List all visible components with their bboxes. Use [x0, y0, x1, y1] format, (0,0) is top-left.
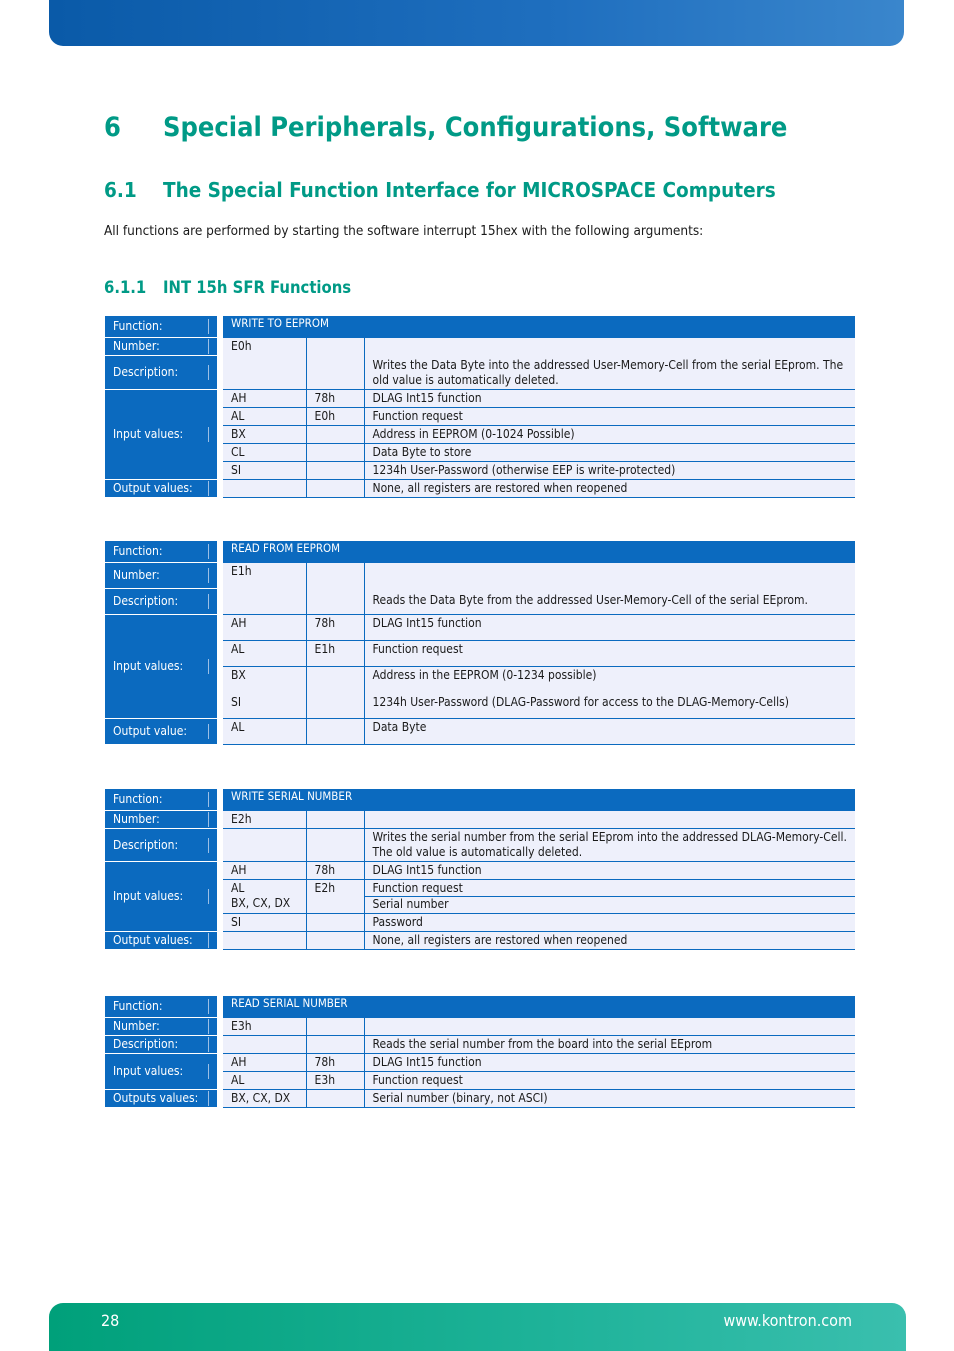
function-number: E1h: [220, 563, 306, 615]
input-register: SI: [231, 695, 242, 709]
output-register: AL: [220, 719, 306, 745]
intro-paragraph: All functions are performed by starting the software interrupt 15hex with the following arguments:: [104, 223, 704, 239]
input-register: AL: [220, 408, 306, 426]
function-label: Function:: [105, 789, 220, 811]
sfr-table-read-serial: [105, 996, 855, 1108]
input-register: AL: [231, 881, 245, 895]
description-label: Description:: [105, 829, 220, 862]
sfr-table-write-eeprom: [105, 316, 855, 498]
input-description-group: [364, 667, 855, 719]
input-register: AL: [220, 641, 306, 667]
input-description: DLAG Int15 function: [364, 615, 855, 641]
input-description: Function request: [364, 1072, 855, 1090]
empty-cell: [364, 811, 855, 829]
output-value: [306, 719, 364, 745]
function-name: WRITE TO EEPROM: [220, 316, 855, 338]
chapter-number: 6: [104, 112, 121, 143]
input-description: Serial number: [372, 897, 449, 911]
input-register: SI: [220, 462, 306, 480]
input-value: [306, 667, 364, 719]
input-description: Data Byte to store: [364, 444, 855, 462]
output-description: Data Byte: [364, 719, 855, 745]
input-values-label: Input values:: [105, 862, 220, 932]
output-values-label: Output values:: [105, 932, 220, 950]
number-label: Number:: [105, 563, 220, 589]
input-value: [306, 462, 364, 480]
function-name: READ FROM EEPROM: [220, 541, 855, 563]
number-label: Number:: [105, 811, 220, 829]
description-label: Description:: [105, 1036, 220, 1054]
input-register: AH: [220, 862, 306, 880]
output-values-label: Output values:: [105, 480, 220, 498]
empty-cell: [220, 1036, 306, 1054]
input-register: AL: [220, 1072, 306, 1090]
input-value: 78h: [306, 862, 364, 880]
input-description: 1234h User-Password (DLAG-Password for access to the DLAG-Memory-Cells): [372, 695, 789, 709]
output-register: [220, 932, 306, 950]
footer-url-link[interactable]: www.kontron.com: [723, 1311, 852, 1330]
input-register-group: [220, 880, 306, 914]
output-description: None, all registers are restored when reopened: [364, 932, 855, 950]
function-description: Reads the serial number from the board into the serial EEprom: [364, 1036, 855, 1054]
input-register: BX, CX, DX: [231, 896, 291, 910]
page-number: 28: [101, 1311, 120, 1330]
footer-bar: [49, 1303, 906, 1351]
output-value-label: Output value:: [105, 719, 220, 745]
function-label: Function:: [105, 316, 220, 338]
input-description: DLAG Int15 function: [364, 390, 855, 408]
input-value: E1h: [306, 641, 364, 667]
empty-cell: [306, 829, 364, 862]
empty-cell: [220, 829, 306, 862]
input-register: BX: [231, 668, 246, 682]
input-value: [315, 668, 356, 695]
section-number: 6.1: [104, 178, 137, 202]
input-description: Function request: [364, 641, 855, 667]
input-value: 78h: [306, 390, 364, 408]
empty-cell: [306, 1036, 364, 1054]
function-label: Function:: [105, 996, 220, 1018]
input-register: SI: [220, 914, 306, 932]
empty-cell: [306, 563, 364, 615]
sfr-table-read-eeprom: [105, 541, 855, 745]
empty-cell: [306, 811, 364, 829]
sfr-table-write-serial: [105, 789, 855, 950]
input-value: E0h: [306, 408, 364, 426]
input-value-group: [306, 880, 364, 914]
input-value: [306, 914, 364, 932]
output-description: Serial number (binary, not ASCI): [364, 1090, 855, 1108]
input-value: E2h: [314, 881, 336, 895]
input-value: [306, 444, 364, 462]
input-value: E3h: [306, 1072, 364, 1090]
function-number: E2h: [220, 811, 306, 829]
section-title: The Special Function Interface for MICROSPACE Computers: [163, 178, 776, 202]
description-label: Description:: [105, 356, 220, 390]
function-number: E0h: [220, 338, 306, 390]
input-value: 78h: [306, 1054, 364, 1072]
function-number: E3h: [220, 1018, 306, 1036]
input-description: Address in EEPROM (0-1024 Possible): [364, 426, 855, 444]
empty-cell: [306, 1018, 364, 1036]
subsection-heading: [104, 278, 351, 297]
function-description: Writes the Data Byte into the addressed User-Memory-Cell from the serial EEprom. The old value is automatically deleted.: [364, 338, 855, 390]
input-register: AH: [220, 390, 306, 408]
input-description: Address in the EEPROM (0-1234 possible): [372, 668, 597, 682]
function-name: WRITE SERIAL NUMBER: [220, 789, 855, 811]
chapter-heading: [104, 112, 787, 143]
input-register: BX: [220, 426, 306, 444]
number-label: Number:: [105, 1018, 220, 1036]
output-value: [306, 480, 364, 498]
input-value: 78h: [306, 615, 364, 641]
function-description: Reads the Data Byte from the addressed User-Memory-Cell of the serial EEprom.: [364, 563, 855, 615]
number-label: Number:: [105, 338, 220, 356]
input-description: DLAG Int15 function: [364, 862, 855, 880]
input-description: 1234h User-Password (otherwise EEP is write-protected): [364, 462, 855, 480]
empty-cell: [306, 338, 364, 390]
function-description: Writes the serial number from the serial EEprom into the addressed DLAG-Memory-Cell. The old value is automatically deleted.: [364, 829, 855, 862]
input-value: [306, 426, 364, 444]
output-register: BX, CX, DX: [220, 1090, 306, 1108]
function-name: READ SERIAL NUMBER: [220, 996, 855, 1018]
empty-cell: [364, 1018, 855, 1036]
function-label: Function:: [105, 541, 220, 563]
input-description-group: [364, 880, 855, 914]
header-bar: [49, 0, 904, 46]
description-label: Description:: [105, 589, 220, 615]
input-description: DLAG Int15 function: [364, 1054, 855, 1072]
subsection-title: INT 15h SFR Functions: [163, 278, 352, 297]
outputs-values-label: Outputs values:: [105, 1090, 220, 1108]
input-values-label: Input values:: [105, 1054, 220, 1090]
chapter-title: Special Peripherals, Configurations, Software: [163, 112, 788, 143]
input-values-label: Input values:: [105, 390, 220, 480]
output-register: [220, 480, 306, 498]
input-description: Password: [364, 914, 855, 932]
output-value: [306, 1090, 364, 1108]
section-heading: [104, 178, 776, 202]
subsection-number: 6.1.1: [104, 278, 147, 297]
input-register: AH: [220, 1054, 306, 1072]
input-description: Function request: [365, 881, 856, 897]
output-description: None, all registers are restored when reopened: [364, 480, 855, 498]
output-value: [306, 932, 364, 950]
input-description: Function request: [364, 408, 855, 426]
input-register: CL: [220, 444, 306, 462]
input-register-group: [220, 667, 306, 719]
input-register: AH: [220, 615, 306, 641]
input-values-label: Input values:: [105, 615, 220, 719]
